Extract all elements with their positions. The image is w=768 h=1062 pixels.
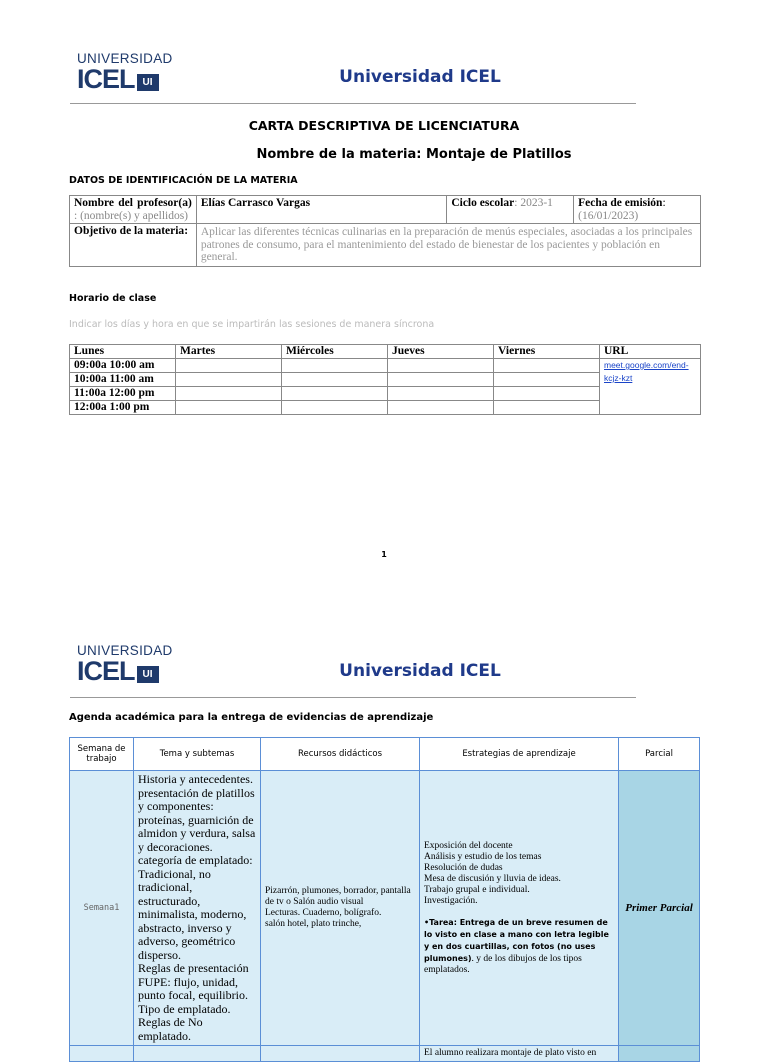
strategy-item: Trabajo grupal e individual. xyxy=(424,884,530,895)
week-label xyxy=(70,1046,134,1062)
schedule-col-miercoles: Miércoles xyxy=(282,345,388,359)
agenda-row-week2 xyxy=(70,1046,700,1062)
subject-title: Nombre de la materia: Montaje de Platillos xyxy=(256,147,572,162)
agenda-col-resources: Recursos didácticos xyxy=(261,738,420,771)
schedule-cell xyxy=(176,401,282,415)
schedule-cell xyxy=(176,373,282,387)
header-title: Universidad ICEL xyxy=(339,661,501,681)
topics-cell xyxy=(134,1046,261,1062)
agenda-heading: Agenda académica para la entrega de evidencias de aprendizaje xyxy=(69,712,434,723)
schedule-cell xyxy=(494,373,600,387)
task-rest: . y de los dibujos de los tipos emplatados. xyxy=(424,953,582,975)
agenda-col-partial: Parcial xyxy=(619,738,700,771)
header-divider xyxy=(70,697,636,698)
agenda-col-week: Semana de trabajo xyxy=(70,738,134,771)
schedule-cell xyxy=(494,359,600,373)
logo-wordmark-icel: ICEL xyxy=(77,64,135,94)
strategy-item: Investigación. xyxy=(424,895,478,906)
strategy-item: Mesa de discusión y lluvia de ideas. xyxy=(424,873,561,884)
cycle-label: Ciclo escolar xyxy=(451,197,515,209)
professor-label: Nombre del profesor(a) xyxy=(74,197,192,209)
schedule-hint: Indicar los días y hora en que se impartirán las sesiones de manera síncrona xyxy=(69,319,435,330)
date-label: Fecha de emisión xyxy=(578,197,663,209)
section-heading: DATOS DE IDENTIFICACIÓN DE LA MATERIA xyxy=(69,175,298,186)
schedule-cell xyxy=(282,401,388,415)
partial-label: Primer Parcial xyxy=(619,771,700,1046)
cycle-cell xyxy=(447,196,574,224)
schedule-time: 10:00a 11:00 am xyxy=(70,373,176,387)
schedule-col-martes: Martes xyxy=(176,345,282,359)
header-title: Universidad ICEL xyxy=(339,67,501,87)
strategy-item: El alumno realizara montaje de plato visto en xyxy=(420,1046,619,1062)
professor-label-hint: : (nombre(s) y apellidos) xyxy=(74,209,189,222)
page-number: 1 xyxy=(381,550,387,559)
objective-text: Aplicar las diferentes técnicas culinarias en la preparación de menús especiales, asociadas a los principales patrones de consumo, para el mantenimiento del estado de bienestar de los pacientes y población en general. xyxy=(196,224,700,267)
resource-item: salón hotel, plato trinche, xyxy=(265,919,362,929)
topic-item: Reglas de presentación FUPE: flujo, unidad, punto focal, equilibrio. xyxy=(138,961,249,1002)
logo-badge: UI xyxy=(137,666,159,683)
schedule-heading: Horario de clase xyxy=(69,293,157,304)
schedule-cell xyxy=(176,359,282,373)
schedule-col-jueves: Jueves xyxy=(388,345,494,359)
schedule-cell xyxy=(494,401,600,415)
schedule-row xyxy=(70,359,701,373)
strategy-item: Exposición del docente xyxy=(424,840,513,851)
identification-table xyxy=(69,195,701,267)
schedule-time: 11:00a 12:00 pm xyxy=(70,387,176,401)
schedule-cell xyxy=(282,387,388,401)
schedule-col-lunes: Lunes xyxy=(70,345,176,359)
cycle-value: : 2023-1 xyxy=(514,197,553,209)
resource-item: Lecturas. Cuaderno, bolígrafo. xyxy=(265,908,382,918)
schedule-cell xyxy=(388,373,494,387)
agenda-col-topic: Tema y subtemas xyxy=(134,738,261,771)
agenda-col-strategies: Estrategias de aprendizaje xyxy=(420,738,619,771)
logo-wordmark-top: UNIVERSIDAD xyxy=(77,51,173,66)
logo-wordmark-top: UNIVERSIDAD xyxy=(77,643,173,658)
header-divider xyxy=(70,103,636,104)
objective-label-cell: Objetivo de la materia: xyxy=(70,224,197,267)
schedule-url-cell xyxy=(600,359,701,415)
objective-label: Objetivo de la materia xyxy=(74,225,185,237)
resource-item: Pizarrón, plumones, borrador, pantalla de tv o Salón audio visual xyxy=(265,886,411,907)
schedule-col-url: URL xyxy=(600,345,701,359)
week-label: Semana1 xyxy=(70,771,134,1046)
logo-badge: UI xyxy=(137,74,159,91)
logo-wordmark-icel: ICEL xyxy=(77,656,135,686)
schedule-cell xyxy=(388,387,494,401)
topic-item: categoría de emplatado: Tradicional, no tradicional, estructurado, minimalista, moderno, abstracto, inverso y adverso, geométrico disperso. xyxy=(138,853,253,962)
schedule-col-viernes: Viernes xyxy=(494,345,600,359)
date-value: (16/01/2023) xyxy=(578,209,639,222)
schedule-cell xyxy=(494,387,600,401)
schedule-cell xyxy=(388,401,494,415)
agenda-header-row xyxy=(70,738,700,771)
meeting-link[interactable]: meet.google.com/end-kcjz-kzt xyxy=(604,360,689,383)
schedule-table xyxy=(69,344,701,415)
topic-item: Reglas de No emplatado. xyxy=(138,1015,203,1043)
date-cell: Fecha de emisión: (16/01/2023) xyxy=(574,196,701,224)
schedule-time: 09:00a 10:00 am xyxy=(70,359,176,373)
schedule-time: 12:00a 1:00 pm xyxy=(70,401,176,415)
professor-label-cell xyxy=(70,196,197,224)
task-bold: •Tarea: Entrega de un breve resumen de lo visto en clase a mano con letra legible y en dos cuartillas, con fotos (no uses plumones) xyxy=(424,917,609,963)
schedule-cell xyxy=(282,359,388,373)
strategy-item: Resolución de dudas xyxy=(424,862,503,873)
strategy-item: Análisis y estudio de los temas xyxy=(424,851,542,862)
schedule-cell xyxy=(388,359,494,373)
topic-item: Historia y antecedentes. xyxy=(138,772,253,786)
task-description xyxy=(424,917,614,976)
schedule-cell xyxy=(282,373,388,387)
agenda-table xyxy=(69,737,700,1062)
professor-row xyxy=(70,196,701,224)
document-title: CARTA DESCRIPTIVA DE LICENCIATURA xyxy=(248,118,520,133)
resources-cell xyxy=(261,771,420,1046)
objective-row xyxy=(70,224,701,267)
topic-item: presentación de platillos y componentes: proteínas, guarnición de almidon y verdura, salsa y decoraciones. xyxy=(138,785,256,854)
topic-item: Tipo de emplatado. xyxy=(138,1001,231,1016)
schedule-cell xyxy=(176,387,282,401)
agenda-row-week1 xyxy=(70,771,700,1046)
resources-cell xyxy=(261,1046,420,1062)
partial-label xyxy=(619,1046,700,1062)
schedule-header-row xyxy=(70,345,701,359)
strategies-cell xyxy=(420,771,619,1046)
topics-cell xyxy=(134,771,261,1046)
professor-name: Elías Carrasco Vargas xyxy=(196,196,447,224)
